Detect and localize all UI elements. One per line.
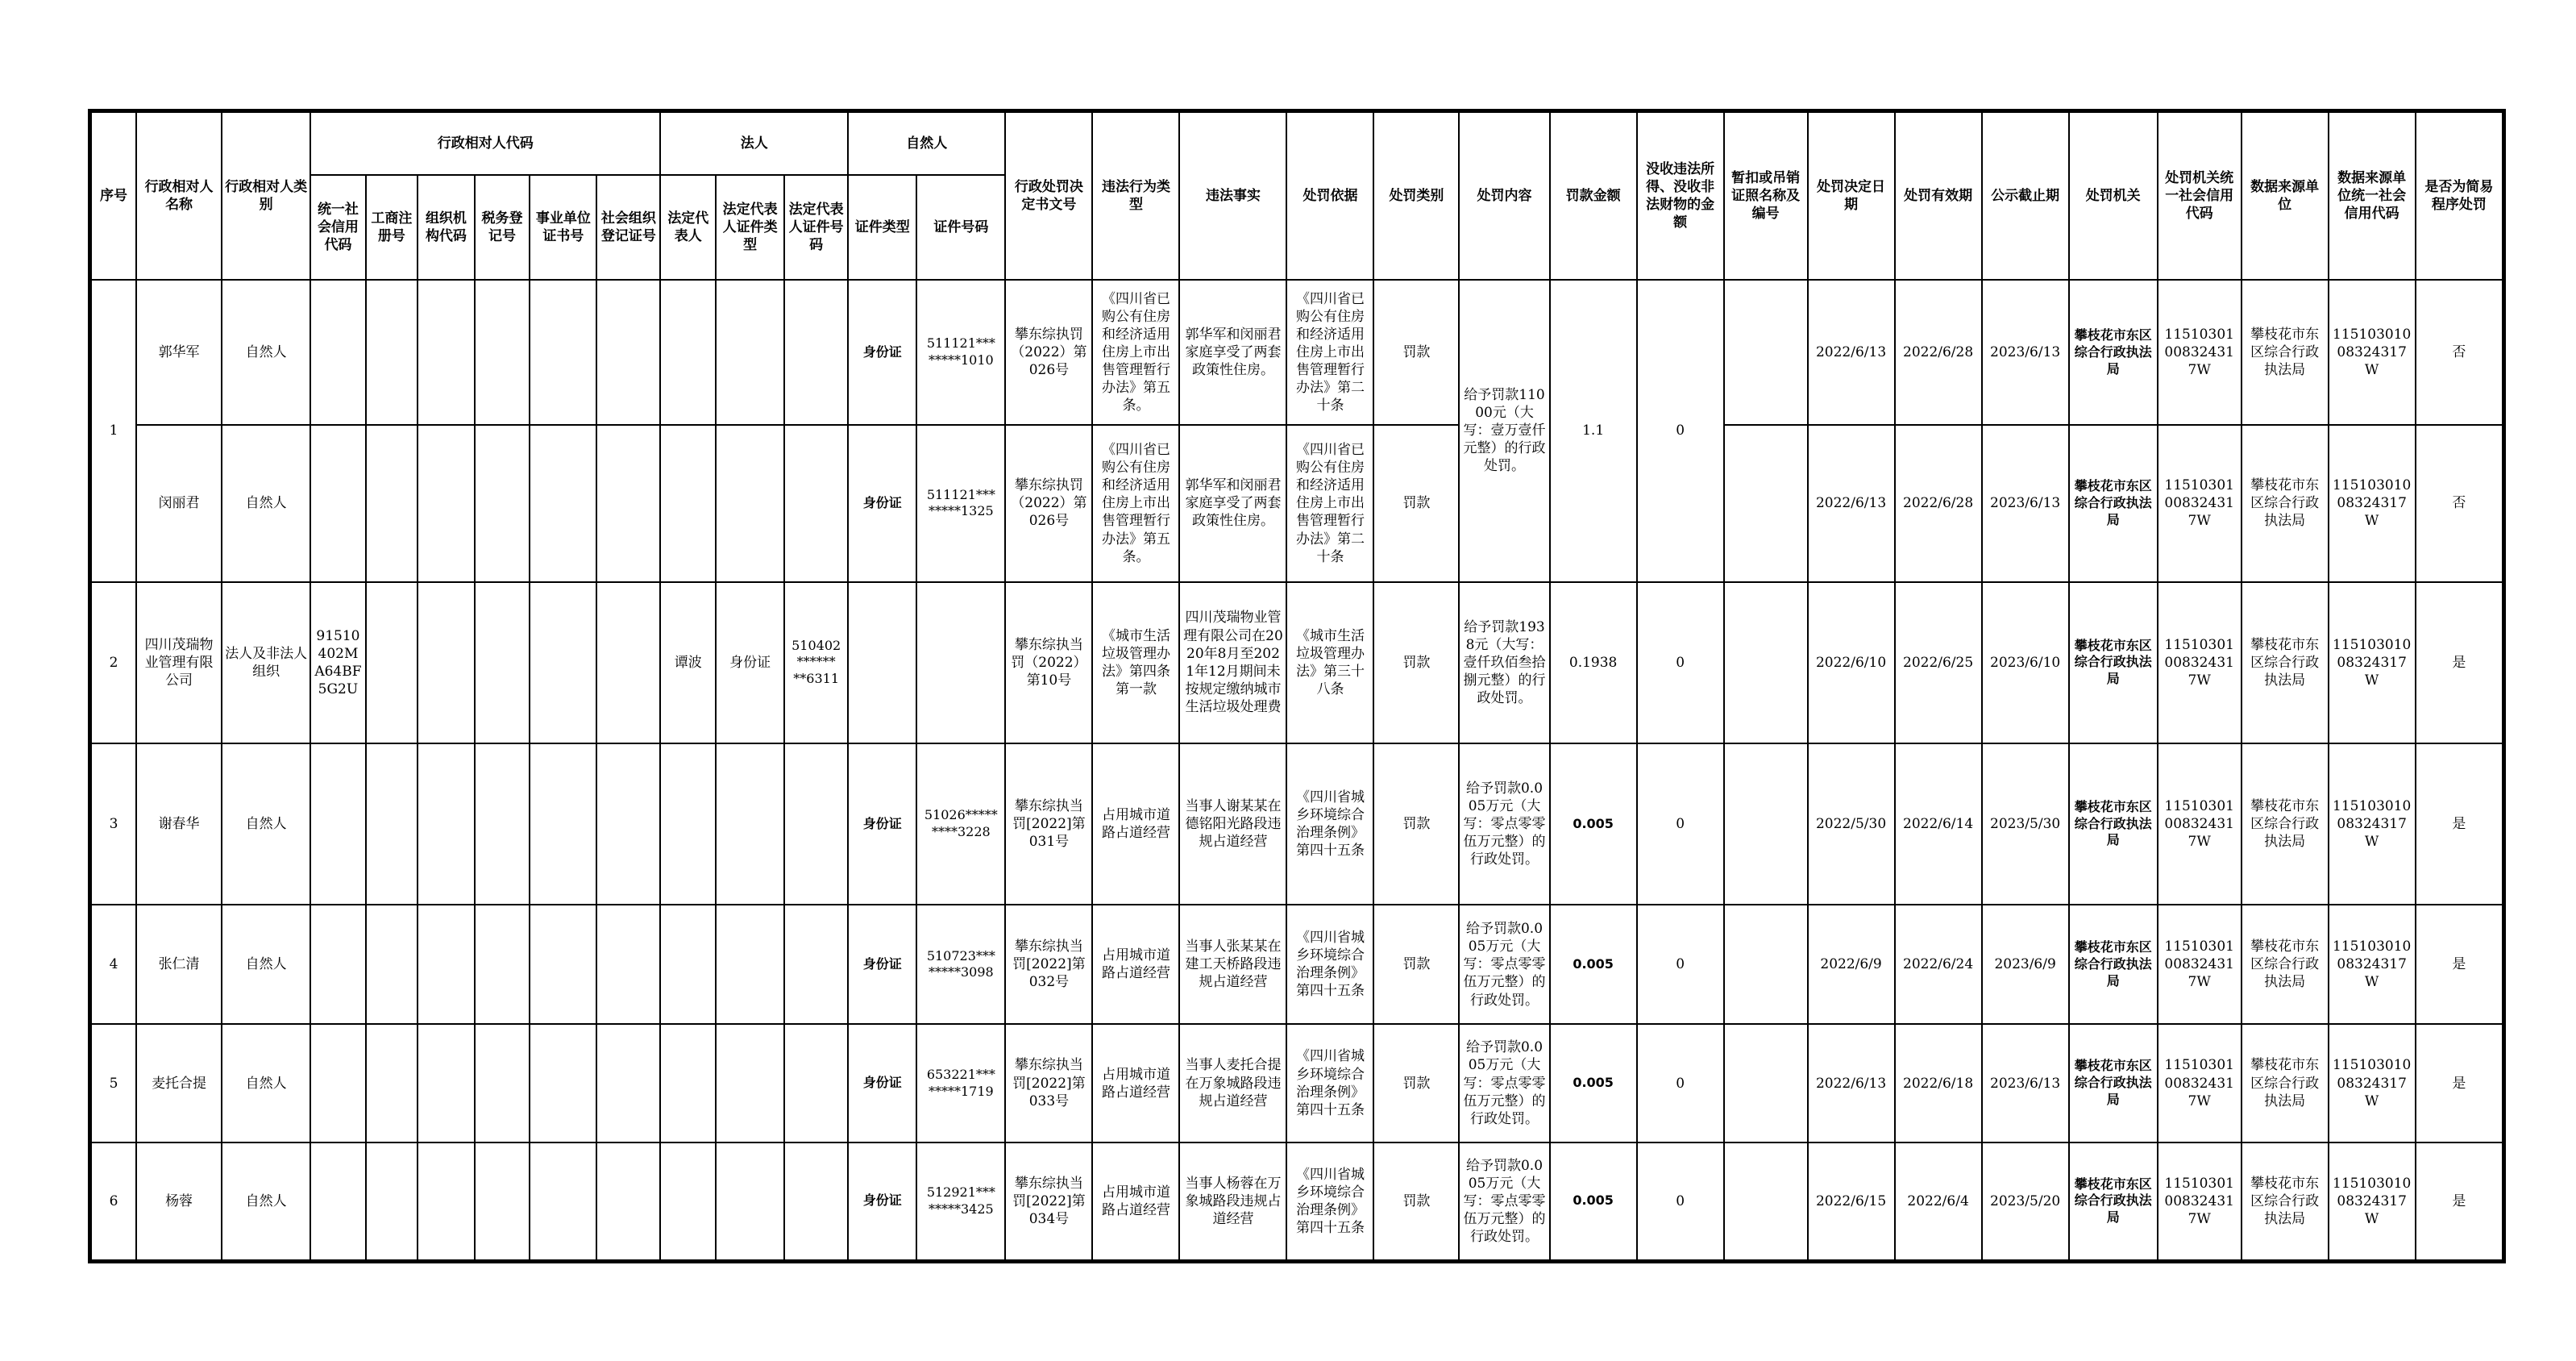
cell-legal-cert-no: [784, 743, 848, 905]
cell-cert-no: 511121*** *****1325: [916, 425, 1005, 581]
cell-decision-date: 2022/6/10: [1808, 582, 1895, 743]
cell-confiscated: 0: [1637, 1024, 1724, 1142]
cell-source: 攀枝花市东区综合行政执法局: [2242, 425, 2329, 581]
cell-valid-date: 2022/6/4: [1895, 1142, 1982, 1260]
table-row: [91, 280, 2503, 425]
table-row: [91, 1024, 2503, 1142]
cell-publish-end: 2023/6/13: [1982, 280, 2069, 425]
cell-cert-no: [916, 582, 1005, 743]
cell-violation-fact: 郭华军和闵丽君家庭享受了两套政策性住房。: [1179, 280, 1286, 425]
table-row: [91, 425, 2503, 581]
col-basis: 处罚依据: [1286, 112, 1373, 280]
cell-authority-code: 11510301008324317W: [2158, 905, 2242, 1024]
cell-decision-date: 2022/6/15: [1808, 1142, 1895, 1260]
cell-valid-date: 2022/6/24: [1895, 905, 1982, 1024]
cell-authority-code: 11510301008324317W: [2158, 743, 2242, 905]
cell-code-institution: [530, 582, 596, 743]
cell-name: 麦托合提: [136, 1024, 222, 1142]
cell-legal-rep: [660, 905, 716, 1024]
cell-code-org: [418, 1142, 475, 1260]
cell-basis: 《四川省城乡环境综合治理条例》第四十五条: [1286, 1024, 1373, 1142]
cell-decision-date: 2022/6/9: [1808, 905, 1895, 1024]
cell-violation-fact: 当事人谢某某在德铭阳光路段违规占道经营: [1179, 743, 1286, 905]
cell-basis: 《四川省已购公有住房和经济适用住房上市出售管理暂行办法》第二十条: [1286, 280, 1373, 425]
cell-license: [1724, 905, 1808, 1024]
cell-violation-type: 占用城市道路占道经营: [1092, 1142, 1179, 1260]
cell-violation-fact: 郭华军和闵丽君家庭享受了两套政策性住房。: [1179, 425, 1286, 581]
cell-license: [1724, 743, 1808, 905]
cell-legal-cert-type: [716, 905, 784, 1024]
table-row: [91, 582, 2503, 743]
cell-basis: 《四川省城乡环境综合治理条例》第四十五条: [1286, 905, 1373, 1024]
cell-valid-date: 2022/6/14: [1895, 743, 1982, 905]
cell-authority: 攀枝花市东区综合行政执法局: [2069, 280, 2158, 425]
header-row-1: [91, 112, 2503, 175]
cell-violation-type: 占用城市道路占道经营: [1092, 743, 1179, 905]
cell-simple: 否: [2416, 425, 2503, 581]
cell-code-org: [418, 425, 475, 581]
cell-code-business: [366, 280, 418, 425]
col-license: 暂扣或吊销证照名称及编号: [1724, 112, 1808, 280]
cell-violation-type: 占用城市道路占道经营: [1092, 905, 1179, 1024]
col-code-group: 行政相对人代码: [310, 112, 660, 175]
cell-code-business: [366, 582, 418, 743]
cell-code-tax: [475, 1142, 530, 1260]
col-legal-group: 法人: [660, 112, 848, 175]
cell-decision-no: 攀东综执当罚[2022]第031号: [1005, 743, 1092, 905]
cell-code-social: [596, 905, 660, 1024]
col-confiscated: 没收违法所得、没收非法财物的金额: [1637, 112, 1724, 280]
cell-source: 攀枝花市东区综合行政执法局: [2242, 1024, 2329, 1142]
cell-fine: 1.1: [1550, 280, 1637, 582]
cell-cert-no: 512921*** *****3425: [916, 1142, 1005, 1260]
cell-legal-cert-type: [716, 425, 784, 581]
cell-code-social: [596, 425, 660, 581]
cell-category: 罚款: [1373, 743, 1459, 905]
cell-cert-type: 身份证: [848, 425, 916, 581]
cell-publish-end: 2023/5/20: [1982, 1142, 2069, 1260]
cell-valid-date: 2022/6/28: [1895, 425, 1982, 581]
cell-legal-rep: [660, 1142, 716, 1260]
cell-legal-cert-no: [784, 425, 848, 581]
col-authority-code: 处罚机关统一社会信用代码: [2158, 112, 2242, 280]
col-violation-type: 违法行为类型: [1092, 112, 1179, 280]
cell-category: 罚款: [1373, 1024, 1459, 1142]
col-simple: 是否为简易程序处罚: [2416, 112, 2503, 280]
cell-code-tax: [475, 743, 530, 905]
cell-legal-cert-type: [716, 743, 784, 905]
col-party-type: 行政相对人类别: [222, 112, 310, 280]
cell-seq: 2: [91, 582, 136, 743]
cell-publish-end: 2023/6/9: [1982, 905, 2069, 1024]
col-violation-fact: 违法事实: [1179, 112, 1286, 280]
cell-code-credit: [310, 905, 366, 1024]
cell-cert-type: 身份证: [848, 743, 916, 905]
cell-type: 自然人: [222, 743, 310, 905]
cell-basis: 《四川省已购公有住房和经济适用住房上市出售管理暂行办法》第二十条: [1286, 425, 1373, 581]
cell-seq: 1: [91, 280, 136, 582]
cell-seq: 5: [91, 1024, 136, 1142]
cell-type: 自然人: [222, 425, 310, 581]
cell-decision-no: 攀东综执当罚（2022）第10号: [1005, 582, 1092, 743]
cell-source-code: 11510301008324317W: [2329, 905, 2416, 1024]
cell-authority: 攀枝花市东区综合行政执法局: [2069, 425, 2158, 581]
cell-license: [1724, 425, 1808, 581]
cell-cert-type: 身份证: [848, 280, 916, 425]
table-row: [91, 1142, 2503, 1260]
col-authority: 处罚机关: [2069, 112, 2158, 280]
cell-code-credit: [310, 280, 366, 425]
cell-code-business: [366, 1142, 418, 1260]
cell-legal-rep: [660, 280, 716, 425]
cell-legal-rep: [660, 743, 716, 905]
cell-confiscated: 0: [1637, 905, 1724, 1024]
cell-legal-cert-type: [716, 1024, 784, 1142]
cell-source: 攀枝花市东区综合行政执法局: [2242, 280, 2329, 425]
table-row: [91, 743, 2503, 905]
col-penalty-content: 处罚内容: [1459, 112, 1549, 280]
cell-source: 攀枝花市东区综合行政执法局: [2242, 1142, 2329, 1260]
col-legal-rep: 法定代表人: [660, 175, 716, 280]
col-cert-type: 证件类型: [848, 175, 916, 280]
cell-decision-no: 攀东综执当罚[2022]第034号: [1005, 1142, 1092, 1260]
cell-violation-fact: 当事人麦托合提在万象城路段违规占道经营: [1179, 1024, 1286, 1142]
cell-confiscated: 0: [1637, 1142, 1724, 1260]
cell-source-code: 11510301008324317W: [2329, 425, 2416, 581]
cell-name: 谢春华: [136, 743, 222, 905]
cell-confiscated: 0: [1637, 280, 1724, 582]
cell-authority: 攀枝花市东区综合行政执法局: [2069, 1142, 2158, 1260]
cell-cert-type: 身份证: [848, 1142, 916, 1260]
cell-code-org: [418, 1024, 475, 1142]
cell-violation-fact: 当事人张某某在建工天桥路段违规占道经营: [1179, 905, 1286, 1024]
cell-authority-code: 11510301008324317W: [2158, 1142, 2242, 1260]
cell-content: 给予罚款0.005万元（大写：零点零零伍万元整）的行政处罚。: [1459, 1024, 1549, 1142]
cell-code-institution: [530, 905, 596, 1024]
cell-valid-date: 2022/6/25: [1895, 582, 1982, 743]
cell-authority-code: 11510301008324317W: [2158, 1024, 2242, 1142]
col-source-code: 数据来源单位统一社会信用代码: [2329, 112, 2416, 280]
cell-simple: 是: [2416, 582, 2503, 743]
cell-basis: 《四川省城乡环境综合治理条例》第四十五条: [1286, 743, 1373, 905]
cell-code-business: [366, 743, 418, 905]
col-code-org: 组织机构代码: [418, 175, 475, 280]
cell-legal-cert-no: [784, 280, 848, 425]
cell-confiscated: 0: [1637, 743, 1724, 905]
cell-cert-type: 身份证: [848, 905, 916, 1024]
cell-simple: 是: [2416, 1142, 2503, 1260]
cell-publish-end: 2023/6/13: [1982, 425, 2069, 581]
cell-code-institution: [530, 425, 596, 581]
cell-content: 给予罚款0.005万元（大写：零点零零伍万元整）的行政处罚。: [1459, 905, 1549, 1024]
cell-authority-code: 11510301008324317W: [2158, 425, 2242, 581]
cell-category: 罚款: [1373, 582, 1459, 743]
col-penalty-category: 处罚类别: [1373, 112, 1459, 280]
cell-fine: 0.1938: [1550, 582, 1637, 743]
col-party-name: 行政相对人名称: [136, 112, 222, 280]
cell-legal-rep: [660, 425, 716, 581]
cell-decision-date: 2022/5/30: [1808, 743, 1895, 905]
cell-legal-cert-no: [784, 1024, 848, 1142]
cell-cert-type: 身份证: [848, 1024, 916, 1142]
cell-code-institution: [530, 280, 596, 425]
cell-content: 给予罚款0.005万元（大写：零点零零伍万元整）的行政处罚。: [1459, 1142, 1549, 1260]
col-code-institution: 事业单位证书号: [530, 175, 596, 280]
col-fine: 罚款金额: [1550, 112, 1637, 280]
cell-publish-end: 2023/6/13: [1982, 1024, 2069, 1142]
cell-violation-type: 《四川省已购公有住房和经济适用住房上市出售管理暂行办法》第五条。: [1092, 425, 1179, 581]
cell-name: 闵丽君: [136, 425, 222, 581]
cell-cert-no: 653221*** *****1719: [916, 1024, 1005, 1142]
cell-code-business: [366, 425, 418, 581]
cell-violation-type: 《城市生活垃圾管理办法》第四条第一款: [1092, 582, 1179, 743]
cell-code-credit: [310, 1024, 366, 1142]
col-seq: 序号: [91, 112, 136, 280]
cell-authority-code: 11510301008324317W: [2158, 582, 2242, 743]
cell-code-credit: [310, 743, 366, 905]
cell-simple: 是: [2416, 1024, 2503, 1142]
col-cert-no: 证件号码: [916, 175, 1005, 280]
cell-source: 攀枝花市东区综合行政执法局: [2242, 582, 2329, 743]
cell-code-institution: [530, 743, 596, 905]
cell-code-tax: [475, 582, 530, 743]
cell-license: [1724, 1024, 1808, 1142]
cell-seq: 3: [91, 743, 136, 905]
cell-decision-no: 攀东综执当罚[2022]第033号: [1005, 1024, 1092, 1142]
cell-confiscated: 0: [1637, 582, 1724, 743]
cell-cert-no: 511121*** *****1010: [916, 280, 1005, 425]
cell-license: [1724, 582, 1808, 743]
cell-violation-type: 占用城市道路占道经营: [1092, 1024, 1179, 1142]
cell-name: 杨蓉: [136, 1142, 222, 1260]
cell-violation-fact: 四川茂瑞物业管理有限公司在2020年8月至2021年12月期间未按规定缴纳城市生活垃圾处理费: [1179, 582, 1286, 743]
cell-cert-no: 51026***** ****3228: [916, 743, 1005, 905]
cell-code-credit: [310, 425, 366, 581]
cell-decision-date: 2022/6/13: [1808, 1024, 1895, 1142]
cell-decision-no: 攀东综执罚（2022）第026号: [1005, 425, 1092, 581]
cell-type: 自然人: [222, 1024, 310, 1142]
cell-violation-type: 《四川省已购公有住房和经济适用住房上市出售管理暂行办法》第五条。: [1092, 280, 1179, 425]
col-code-tax: 税务登记号: [475, 175, 530, 280]
cell-code-tax: [475, 425, 530, 581]
cell-name: 四川茂瑞物业管理有限公司: [136, 582, 222, 743]
col-code-business: 工商注册号: [366, 175, 418, 280]
cell-legal-cert-type: [716, 280, 784, 425]
cell-source-code: 11510301008324317W: [2329, 1142, 2416, 1260]
cell-legal-cert-type: 身份证: [716, 582, 784, 743]
cell-license: [1724, 1142, 1808, 1260]
cell-simple: 是: [2416, 905, 2503, 1024]
cell-valid-date: 2022/6/28: [1895, 280, 1982, 425]
cell-basis: 《城市生活垃圾管理办法》第三十八条: [1286, 582, 1373, 743]
cell-category: 罚款: [1373, 425, 1459, 581]
cell-simple: 是: [2416, 743, 2503, 905]
table-row: [91, 905, 2503, 1024]
cell-content: 给予罚款1938元（大写：壹仟玖佰叁拾捌元整）的行政处罚。: [1459, 582, 1549, 743]
cell-name: 张仁清: [136, 905, 222, 1024]
cell-code-business: [366, 1024, 418, 1142]
cell-source-code: 11510301008324317W: [2329, 1024, 2416, 1142]
col-code-credit: 统一社会信用代码: [310, 175, 366, 280]
col-decision-no: 行政处罚决定书文号: [1005, 112, 1092, 280]
cell-legal-cert-no: [784, 1142, 848, 1260]
cell-category: 罚款: [1373, 905, 1459, 1024]
cell-publish-end: 2023/5/30: [1982, 743, 2069, 905]
col-decision-date: 处罚决定日期: [1808, 112, 1895, 280]
cell-seq: 4: [91, 905, 136, 1024]
cell-fine: 0.005: [1550, 743, 1637, 905]
cell-fine: 0.005: [1550, 905, 1637, 1024]
col-person-group: 自然人: [848, 112, 1005, 175]
col-code-social: 社会组织登记证号: [596, 175, 660, 280]
cell-code-org: [418, 743, 475, 905]
cell-fine: 0.005: [1550, 1024, 1637, 1142]
cell-legal-cert-no: 510402 ****** **6311: [784, 582, 848, 743]
cell-type: 自然人: [222, 905, 310, 1024]
col-valid-date: 处罚有效期: [1895, 112, 1982, 280]
cell-name: 郭华军: [136, 280, 222, 425]
cell-violation-fact: 当事人杨蓉在万象城路段违规占道经营: [1179, 1142, 1286, 1260]
col-legal-cert-type: 法定代表人证件类型: [716, 175, 784, 280]
cell-seq: 6: [91, 1142, 136, 1260]
cell-type: 法人及非法人组织: [222, 582, 310, 743]
cell-category: 罚款: [1373, 1142, 1459, 1260]
cell-category: 罚款: [1373, 280, 1459, 425]
cell-cert-no: 510723*** *****3098: [916, 905, 1005, 1024]
cell-content: 给予罚款11000元（大写：壹万壹仟元整）的行政处罚。: [1459, 280, 1549, 582]
cell-code-business: [366, 905, 418, 1024]
cell-code-social: [596, 1024, 660, 1142]
cell-code-credit: 91510402MA64BF5G2U: [310, 582, 366, 743]
cell-code-tax: [475, 280, 530, 425]
cell-simple: 否: [2416, 280, 2503, 425]
cell-legal-cert-type: [716, 1142, 784, 1260]
cell-decision-date: 2022/6/13: [1808, 280, 1895, 425]
cell-type: 自然人: [222, 1142, 310, 1260]
cell-source: 攀枝花市东区综合行政执法局: [2242, 905, 2329, 1024]
cell-code-social: [596, 280, 660, 425]
cell-code-org: [418, 905, 475, 1024]
cell-code-tax: [475, 1024, 530, 1142]
cell-code-credit: [310, 1142, 366, 1260]
cell-code-social: [596, 1142, 660, 1260]
cell-code-social: [596, 743, 660, 905]
cell-source-code: 11510301008324317W: [2329, 743, 2416, 905]
col-source: 数据来源单位: [2242, 112, 2329, 280]
cell-valid-date: 2022/6/18: [1895, 1024, 1982, 1142]
cell-source: 攀枝花市东区综合行政执法局: [2242, 743, 2329, 905]
cell-source-code: 11510301008324317W: [2329, 280, 2416, 425]
cell-authority: 攀枝花市东区综合行政执法局: [2069, 582, 2158, 743]
col-publish-end: 公示截止期: [1982, 112, 2069, 280]
cell-source-code: 11510301008324317W: [2329, 582, 2416, 743]
cell-code-institution: [530, 1024, 596, 1142]
cell-cert-type: [848, 582, 916, 743]
cell-decision-no: 攀东综执当罚[2022]第032号: [1005, 905, 1092, 1024]
cell-fine: 0.005: [1550, 1142, 1637, 1260]
cell-type: 自然人: [222, 280, 310, 425]
cell-code-org: [418, 280, 475, 425]
cell-authority: 攀枝花市东区综合行政执法局: [2069, 743, 2158, 905]
cell-authority: 攀枝花市东区综合行政执法局: [2069, 1024, 2158, 1142]
cell-authority-code: 11510301008324317W: [2158, 280, 2242, 425]
cell-content: 给予罚款0.005万元（大写：零点零零伍万元整）的行政处罚。: [1459, 743, 1549, 905]
cell-basis: 《四川省城乡环境综合治理条例》第四十五条: [1286, 1142, 1373, 1260]
cell-code-social: [596, 582, 660, 743]
cell-legal-cert-no: [784, 905, 848, 1024]
penalty-table: [90, 111, 2503, 1261]
cell-license: [1724, 280, 1808, 425]
cell-decision-no: 攀东综执罚（2022）第026号: [1005, 280, 1092, 425]
cell-decision-date: 2022/6/13: [1808, 425, 1895, 581]
cell-code-tax: [475, 905, 530, 1024]
cell-authority: 攀枝花市东区综合行政执法局: [2069, 905, 2158, 1024]
cell-code-org: [418, 582, 475, 743]
cell-legal-rep: 谭波: [660, 582, 716, 743]
col-legal-cert-no: 法定代表人证件号码: [784, 175, 848, 280]
cell-code-institution: [530, 1142, 596, 1260]
cell-legal-rep: [660, 1024, 716, 1142]
cell-publish-end: 2023/6/10: [1982, 582, 2069, 743]
